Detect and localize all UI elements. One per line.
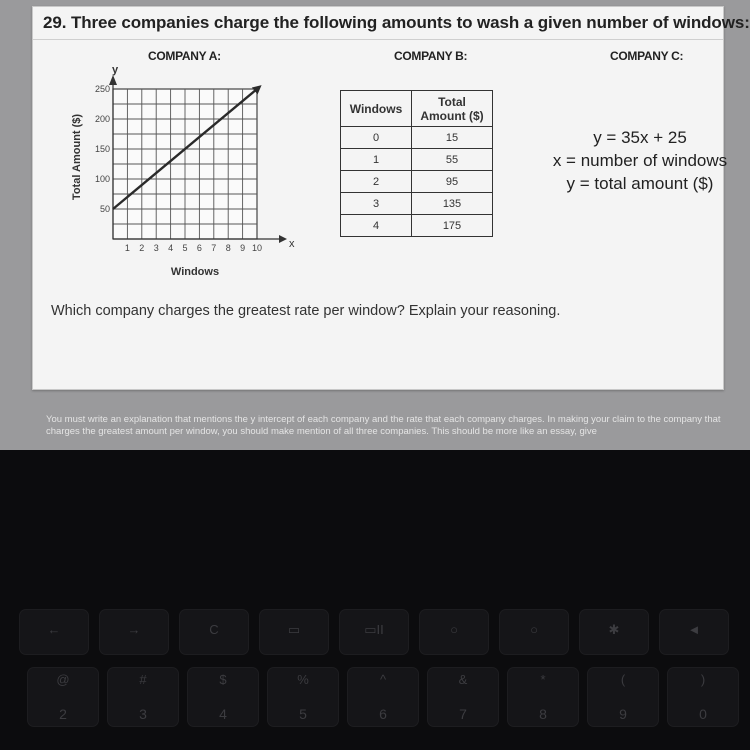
x-tick-label: 5 (182, 243, 188, 253)
variable-y-definition: y = total amount ($) (566, 174, 714, 193)
key-symbol: $ (219, 672, 227, 687)
function-key[interactable] (660, 610, 728, 654)
windows-cell: 0 (341, 127, 412, 149)
number-key[interactable] (348, 668, 418, 726)
key-digit: 3 (139, 706, 147, 722)
question-card (32, 6, 750, 390)
key-digit: 2 (59, 706, 67, 722)
y-tick-label: 200 (94, 114, 110, 124)
graph-grid (113, 89, 257, 239)
y-tick-label: 50 (99, 204, 110, 214)
table-row (341, 127, 493, 149)
windows-cell: 1 (341, 149, 412, 171)
key-digit: 6 (379, 706, 387, 722)
table-row (341, 171, 493, 193)
equation-line: y = 35x + 25 (593, 128, 687, 147)
key-label: → (127, 622, 141, 637)
table-row (341, 193, 493, 215)
windows-cell: 3 (341, 193, 412, 215)
windows-cell: 4 (341, 215, 412, 237)
x-tick-label: 3 (153, 243, 159, 253)
key-symbol: ) (700, 672, 706, 687)
number-key[interactable] (108, 668, 178, 726)
key-digit: 5 (299, 706, 307, 722)
amount-cell: 55 (412, 149, 493, 171)
x-tick-label: 7 (211, 243, 217, 253)
x-tick-label: 10 (251, 243, 263, 253)
x-axis-arrow (279, 235, 287, 243)
key-symbol: ^ (379, 672, 387, 687)
company-c-label: COMPANY C: (610, 49, 684, 63)
key-digit: 9 (619, 706, 627, 722)
col-header-total-line1: Total (438, 94, 466, 109)
number-key[interactable] (588, 668, 658, 726)
amount-cell: 95 (412, 171, 493, 193)
question-prompt: Which company charges the greatest rate per window? Explain your reasoning. (51, 303, 561, 319)
x-axis-title: Windows (170, 266, 220, 278)
x-tick-label: 2 (139, 243, 145, 253)
number-key[interactable] (268, 668, 338, 726)
answer-instructions: You must write an explanation that mentions the y intercept of each company and the rate that each company charges. In making your claim to the company that charges the greatest amount per window, you should make mention of all three companies. This should be more like an essay, give (46, 414, 721, 437)
function-key[interactable] (580, 610, 648, 654)
x-axis-letter: x (289, 238, 295, 250)
key-symbol: @ (56, 672, 70, 687)
amount-cell: 15 (412, 127, 493, 149)
key-digit: 4 (219, 706, 227, 722)
key-symbol: & (458, 672, 468, 687)
function-key[interactable] (260, 610, 328, 654)
key-symbol: # (139, 672, 147, 687)
y-tick-label: 100 (94, 174, 110, 184)
col-header-total (412, 91, 493, 127)
x-tick-label: 1 (124, 243, 130, 253)
x-tick-label: 9 (240, 243, 246, 253)
col-header-total-line2: Amount ($) (420, 108, 484, 123)
number-key[interactable] (508, 668, 578, 726)
question-text: 29. Three companies charge the following amounts to wash a given number of windows: (43, 13, 750, 32)
y-tick-label: 150 (94, 144, 110, 154)
number-key[interactable] (188, 668, 258, 726)
key-label: ○ (450, 622, 458, 637)
amount-cell: 135 (412, 193, 493, 215)
key-symbol: % (297, 672, 309, 687)
number-key[interactable] (28, 668, 98, 726)
x-tick-label: 8 (225, 243, 231, 253)
function-key[interactable] (180, 610, 248, 654)
col-header-windows: Windows (341, 91, 412, 127)
key-symbol: ( (620, 672, 626, 687)
function-key[interactable] (340, 610, 408, 654)
laptop-keyboard (0, 450, 750, 750)
function-key[interactable] (20, 610, 88, 654)
y-axis-letter: y (112, 64, 119, 76)
key-label: ← (47, 622, 61, 637)
key-label: ▭ (287, 622, 301, 637)
y-axis-arrow (109, 75, 117, 85)
number-key[interactable] (668, 668, 738, 726)
x-tick-label: 6 (196, 243, 202, 253)
function-key[interactable] (500, 610, 568, 654)
key-label: ◄ (687, 622, 701, 637)
table-row (341, 215, 493, 237)
key-digit: 7 (459, 706, 467, 722)
key-label: C (209, 622, 219, 637)
y-tick-label: 250 (94, 84, 110, 94)
function-key[interactable] (420, 610, 488, 654)
windows-cell: 2 (341, 171, 412, 193)
company-a-label: COMPANY A: (148, 49, 221, 63)
number-key[interactable] (428, 668, 498, 726)
company-c-equation (530, 126, 750, 195)
key-label: ▭II (364, 622, 384, 637)
table-row (341, 149, 493, 171)
variable-x-definition: x = number of windows (552, 151, 728, 170)
key-label: ○ (530, 622, 538, 637)
y-axis-title: Total Amount ($) (71, 113, 83, 201)
amount-cell: 175 (412, 215, 493, 237)
company-b-table (340, 90, 493, 237)
function-key[interactable] (100, 610, 168, 654)
company-a-graph (71, 61, 297, 281)
key-digit: 0 (699, 706, 707, 722)
x-tick-label: 4 (168, 243, 174, 253)
company-b-label: COMPANY B: (394, 49, 468, 63)
question-header (33, 7, 750, 40)
key-symbol: * (540, 672, 546, 687)
key-label: ✱ (608, 622, 620, 637)
key-digit: 8 (539, 706, 547, 722)
